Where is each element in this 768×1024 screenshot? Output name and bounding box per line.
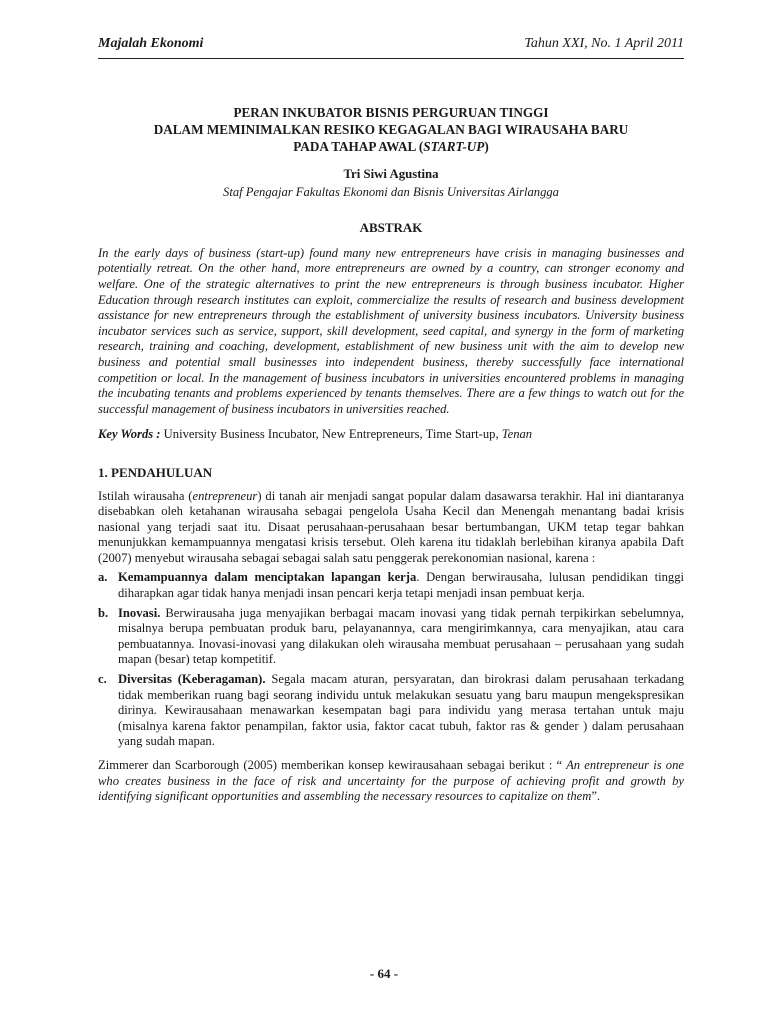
paper-title: [98, 104, 684, 155]
abstract-body: In the early days of business (start-up) found many new entrepreneurs have crisis in managing businesses and potentially retreat. On the other hand, more entrepreneurs are owned by a country, can stronger economy and welfare. One of the strategic alternatives to print the new entrepreneurs is through business incubator. Higher Education through research institutes can exploit, commercialize the results of research and business development assistance for new entrepreneurs through the establishment of university business incubators. University business incubator services such as service, support, skill development, seed capital, and synergy in the form of marketing research, training and coaching, development, establishment of new business unit with the aim to develop new business and potential small businesses into independent business, thereby successfully face international competition or local. In the management of business incubators in universities encountered problems in managing the incubating tenants and problems experienced by tenants themselves. There are a few things to watch out for the successful management of business incubators in universities reached.: [98, 245, 684, 416]
list-item-body: . Dengan berwirausaha, lulusan pendidikan tinggi diharapkan agar tidak hanya menjadi insan pencari kerja tetapi menjadi insan pembuat kerja.: [118, 570, 684, 601]
author-name: Tri Siwi Agustina: [343, 167, 439, 181]
title-line-2: DALAM MEMINIMALKAN RESIKO KEGAGALAN BAGI WIRAUSAHA BARU: [153, 122, 629, 137]
list-item: [98, 672, 684, 750]
author-affiliation: Staf Pengajar Fakultas Ekonomi dan Bisnis Universitas Airlangga: [223, 184, 559, 199]
title-line-3-suffix: ): [484, 139, 489, 154]
points-list: [98, 570, 684, 750]
running-header: [98, 36, 684, 52]
intro-emphasis: entrepreneur: [192, 488, 258, 503]
section-heading-pendahuluan: 1. PENDAHULUAN: [98, 464, 213, 480]
page-number: - 64 -: [369, 966, 399, 981]
title-line-3-prefix: PADA TAHAP AWAL (: [293, 139, 424, 154]
title-line-1: PERAN INKUBATOR BISNIS PERGURUAN TINGGI: [233, 105, 549, 120]
header-rule: [98, 58, 684, 59]
list-item-body: Berwirausaha juga menyajikan berbagai macam inovasi yang tidak pernah terpikirkan sebelumnya, misalnya berupa pembuatan produk baru, pelayanannya, cara mengirimkannya, cara menyajikan, atau cara pembuatannya. Inovasi-inovasi yang dilakukan oleh wirausaha membuat perusahaan – perusahaan yang sudah mapan (besar) tetap kompetitif.: [118, 605, 684, 667]
list-item: [98, 570, 684, 601]
list-item-bold: Kemampuannya dalam menciptakan lapangan kerja: [118, 570, 417, 585]
intro-suffix: ) di tanah air menjadi sangat popular dalam dasawarsa terakhir. Hal ini diantaranya disebabkan oleh ketahanan wirausaha sebagai pengelola Usaha Kecil dan Menengah menantang badai krisis nasional yang terjadi saat itu. Disaat perusahaan-perusahaan besar bertumbangan, UKM tetap tegar bahkan menunjukkan kemampuannya mengatasi krisis tersebut. Oleh karena itu tidaklah berlebihan kiranya apabila Daft (2007) menyebut wirausaha sebagai sebagai salah satu penggerak perekonomian nasional, karena :: [98, 488, 684, 565]
list-item-bold: Diversitas (Keberagaman).: [118, 672, 266, 687]
page-content: [98, 104, 684, 805]
journal-name: Majalah Ekonomi: [98, 36, 204, 51]
keywords-label: Key Words :: [98, 427, 161, 442]
list-item-body: Segala macam aturan, persyaratan, dan birokrasi dalam perusahaan terkadang tidak memberikan ruang bagi seorang individu untuk melakukan sesuatu yang baru maupun mengekspresikan dirinya. Kewirausahaan menawarkan kesempatan bagi para individu yang merasa tertahan untuk maju (misalnya karena faktor penampilan, faktor usia, faktor cacat tubuh, faktor ras & gender ) dalam perusahaan yang sudah mapan.: [118, 672, 684, 749]
closing-prefix: Zimmerer dan Scarborough (2005) memberikan konsep kewirausahaan sebagai berikut : “: [98, 758, 563, 772]
list-item-text: [118, 570, 684, 601]
title-line-3-emphasis: START-UP: [423, 139, 485, 154]
keywords-text: University Business Incubator, New Entrepreneurs, Time Start-up,: [163, 427, 499, 442]
list-item: [98, 606, 684, 668]
list-item-text: [118, 672, 684, 750]
title-line-3: [293, 139, 489, 154]
list-marker: b.: [98, 605, 109, 620]
list-item-bold: Inovasi.: [118, 605, 161, 620]
closing-suffix: ”.: [591, 789, 601, 804]
issue-info: Tahun XXI, No. 1 April 2011: [524, 36, 684, 51]
keywords: [98, 427, 684, 443]
closing-quote: An entrepreneur is one who creates business in the face of risk and uncertainty for the purpose of achieving profit and growth by identifying significant opportunities and assembling the necessary resources to capitalize on them: [98, 758, 684, 804]
keywords-emphasis: Tenan: [501, 427, 533, 442]
list-marker: a.: [98, 570, 108, 585]
intro-prefix: Istilah wirausaha (: [98, 488, 193, 503]
intro-paragraph: [98, 489, 684, 567]
abstract-heading: ABSTRAK: [359, 220, 423, 236]
list-marker: c.: [98, 672, 107, 687]
closing-paragraph: [98, 758, 684, 805]
list-item-text: [118, 606, 684, 668]
